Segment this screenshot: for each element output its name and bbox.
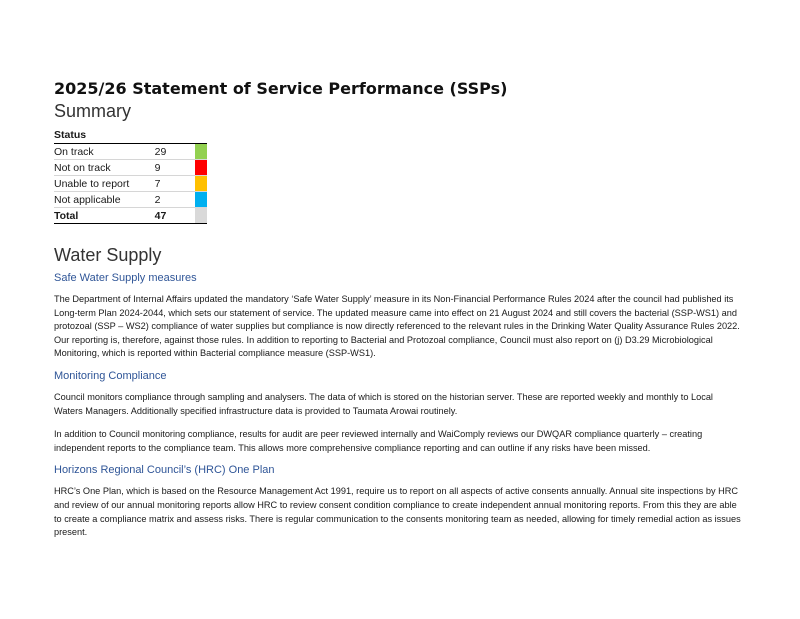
status-label: Unable to report: [54, 176, 155, 192]
paragraph: Council monitors compliance through sampling and analysers. The data of which is stored on the historian server. These are reported weekly and monthly to Local Waters Managers. Additionally specified infrastructure data is provided to Taumata Arowai routinely.: [54, 391, 713, 416]
subheading-hrc-one-plan: Horizons Regional Council’s (HRC) One Plan: [54, 464, 275, 477]
status-label: Not applicable: [54, 192, 155, 208]
status-count: 7: [155, 176, 195, 192]
section-heading-water-supply: Water Supply: [54, 245, 162, 265]
status-row-not-on-track: [54, 160, 207, 176]
total-label: Total: [54, 208, 155, 224]
status-count: 2: [155, 192, 195, 208]
paragraph: HRC’s One Plan, which is based on the Resource Management Act 1991, require us to report on all aspects of active consents annually. Annual site inspections by HRC and review of our annual monitoring reports allow HRC to review consent condition compliance to create independent annual monitoring reports. From this they are able to create a compliance matrix and assess risks. There is regular communication to the consents monitoring team as needed, allowing for timely remedial action as issues present.: [54, 486, 741, 538]
status-row-on-track: [54, 144, 207, 160]
status-count: 9: [155, 160, 195, 176]
status-table-header-row: [54, 127, 207, 144]
status-header: Status: [54, 127, 155, 144]
status-swatch-blue: [195, 192, 207, 207]
paragraph: In addition to Council monitoring compliance, results for audit are peer reviewed internally and WaiComply reviews our DWQAR compliance quarterly – creating independent reports to the compliance team. This allows more comprehensive compliance reporting and can outline if any risks have been missed.: [54, 429, 703, 453]
paragraph: The Department of Internal Affairs updated the mandatory ‘Safe Water Supply’ measure in its Non-Financial Performance Rules 2024 after the council had published its Long-term Plan 2024-2044, which sets our statement of service. The updated measure came into effect on 21 August 2024 and still covers the bacterial (SSP-WS1) and protozoal (SSP – WS2) compliance of water supplies but compliance is now directly referenced to the relevant rules in the Drinking Water Quality Assurance Rules 2022. Our reporting is, therefore, against those rules. In addition to reporting to Bacterial and Protozoal compliance, Council must also report on (j) D3.29 Microbiological Monitoring, which is reported within Bacterial compliance measure (SSP-WS1).: [54, 294, 740, 359]
document-page: [54, 78, 744, 540]
status-row-unable-to-report: [54, 176, 207, 192]
status-row-not-applicable: [54, 192, 207, 208]
status-swatch-red: [195, 160, 207, 175]
status-table: [54, 127, 207, 224]
status-label: Not on track: [54, 160, 155, 176]
status-swatch-green: [195, 144, 207, 159]
page-title: 2025/26 Statement of Service Performance (SSPs): [54, 79, 508, 98]
subheading-safe-water-supply: Safe Water Supply measures: [54, 272, 197, 284]
summary-heading: Summary: [54, 101, 132, 121]
status-swatch-amber: [195, 176, 207, 191]
status-swatch-grey: [195, 208, 207, 223]
subheading-monitoring-compliance: Monitoring Compliance: [54, 369, 167, 382]
status-count: 29: [155, 144, 195, 160]
status-row-total: [54, 208, 207, 224]
status-label: On track: [54, 144, 155, 160]
total-count: 47: [155, 208, 195, 224]
